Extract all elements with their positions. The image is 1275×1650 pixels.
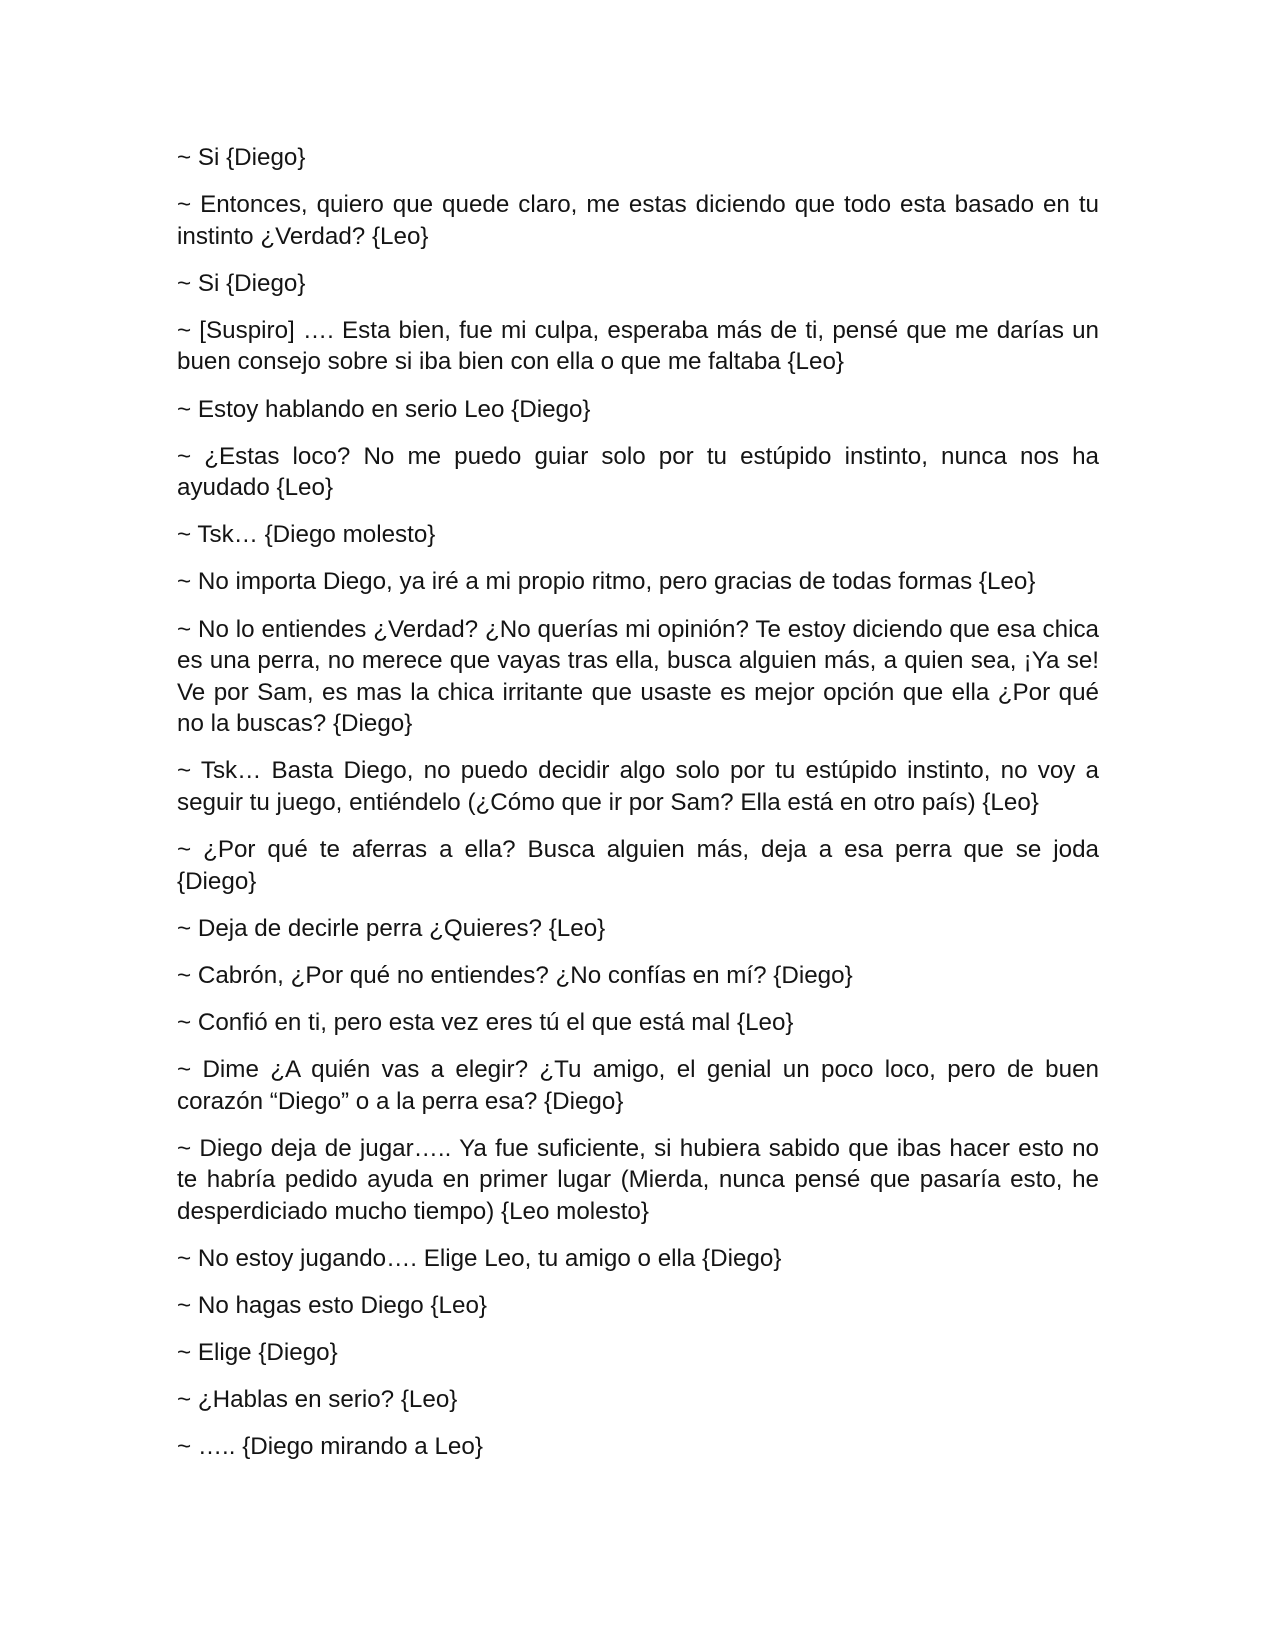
dialogue-line: ~ Dime ¿A quién vas a elegir? ¿Tu amigo, el genial un poco loco, pero de buen corazón “Diego” o a la perra esa? {Diego} <box>177 1056 1099 1115</box>
dialogue-line: ~ Estoy hablando en serio Leo {Diego} <box>177 395 591 423</box>
dialogue-line: ~ Confió en ti, pero esta vez eres tú el que está mal {Leo} <box>177 1008 794 1036</box>
dialogue-line: ~ Cabrón, ¿Por qué no entiendes? ¿No confías en mí? {Diego} <box>177 961 853 989</box>
dialogue-line: ~ ¿Hablas en serio? {Leo} <box>177 1386 458 1414</box>
dialogue-line: ~ Diego deja de jugar….. Ya fue suficiente, si hubiera sabido que ibas hacer esto no te habría pedido ayuda en primer lugar (Mierda, nunca pensé que pasaría esto, he desperdiciado mucho tiempo) {Leo molesto} <box>177 1134 1099 1225</box>
dialogue-line: ~ Elige {Diego} <box>177 1339 338 1367</box>
dialogue-line: ~ No lo entiendes ¿Verdad? ¿No querías mi opinión? Te estoy diciendo que esa chica es una perra, no merece que vayas tras ella, busca alguien más, a quien sea, ¡Ya se! Ve por Sam, es mas la chica irritante que usaste es mejor opción que ella ¿Por qué no la buscas? {Diego} <box>177 615 1099 738</box>
dialogue-line: ~ ….. {Diego mirando a Leo} <box>177 1433 483 1461</box>
dialogue-line: ~ Tsk… Basta Diego, no puedo decidir algo solo por tu estúpido instinto, no voy a seguir tu juego, entiéndelo (¿Cómo que ir por Sam? Ella está en otro país) {Leo} <box>177 757 1099 816</box>
dialogue-line: ~ Entonces, quiero que quede claro, me estas diciendo que todo esta basado en tu instinto ¿Verdad? {Leo} <box>177 191 1099 250</box>
dialogue-line: ~ ¿Por qué te aferras a ella? Busca alguien más, deja a esa perra que se joda {Diego} <box>177 836 1099 895</box>
dialogue-line: ~ No estoy jugando…. Elige Leo, tu amigo o ella {Diego} <box>177 1245 782 1273</box>
dialogue-line: ~ No importa Diego, ya iré a mi propio ritmo, pero gracias de todas formas {Leo} <box>177 568 1036 596</box>
dialogue-line: ~ Si {Diego} <box>177 269 306 297</box>
dialogue-line: ~ Tsk… {Diego molesto} <box>177 521 436 549</box>
dialogue-line: ~ Deja de decirle perra ¿Quieres? {Leo} <box>177 914 606 942</box>
dialogue-line: ~ No hagas esto Diego {Leo} <box>177 1292 487 1320</box>
dialogue-line: ~ [Suspiro] …. Esta bien, fue mi culpa, esperaba más de ti, pensé que me darías un buen consejo sobre si iba bien con ella o que me faltaba {Leo} <box>177 316 1099 376</box>
dialogue-line: ~ ¿Estas loco? No me puedo guiar solo por tu estúpido instinto, nunca nos ha ayudado {Leo} <box>177 442 1099 502</box>
dialogue-line: ~ Si {Diego} <box>177 144 306 171</box>
dialogue-body <box>177 142 1099 1479</box>
